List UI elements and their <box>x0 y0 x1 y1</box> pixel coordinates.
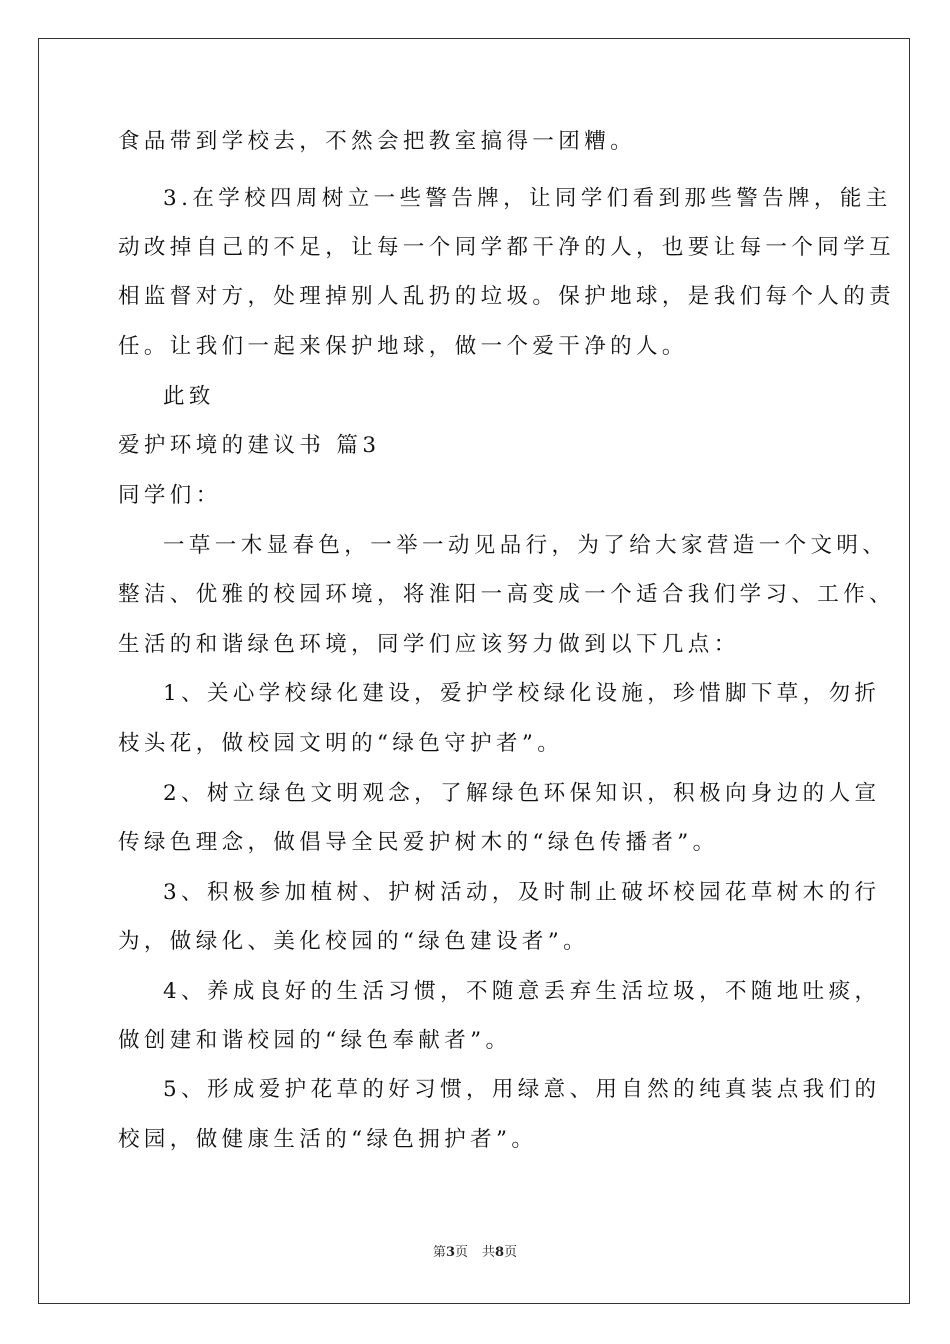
closing-salutation: 此致 <box>163 384 215 409</box>
list-item-line: 3、积极参加植树、护树活动，及时制止破坏校园花草树木的行 <box>163 880 881 905</box>
current-page-number: 3 <box>445 1245 455 1260</box>
page-suffix: 页 <box>454 1245 468 1260</box>
total-page-count: 8 <box>495 1245 505 1260</box>
section-heading: 爱护环境的建议书 篇3 <box>118 433 381 458</box>
paragraph-line: 相监督对方，处理掉别人乱扔的垃圾。保护地球，是我们每个人的责 <box>118 284 896 309</box>
list-item-line: 枝头花，做校园文明的“绿色守护者”。 <box>118 731 564 756</box>
list-item-line: 5、形成爱护花草的好习惯，用绿意、用自然的纯真装点我们的 <box>163 1077 881 1102</box>
page-border <box>38 38 910 1304</box>
page-footer <box>0 1244 950 1262</box>
paragraph-line: 生活的和谐绿色环境，同学们应该努力做到以下几点： <box>118 632 740 657</box>
list-item-line: 校园，做健康生活的“绿色拥护者”。 <box>118 1127 538 1152</box>
total-suffix: 页 <box>504 1245 518 1260</box>
list-item-line: 做创建和谐校园的“绿色奉献者”。 <box>118 1028 512 1053</box>
paragraph-line: 一草一木显春色，一举一动见品行，为了给大家营造一个文明、 <box>163 533 889 558</box>
list-item-line: 为，做绿化、美化校园的“绿色建设者”。 <box>118 929 590 954</box>
greeting: 同学们： <box>118 483 222 508</box>
list-item-line: 2、树立绿色文明观念，了解绿色环保知识，积极向身边的人宣 <box>163 781 881 806</box>
paragraph-line: 任。让我们一起来保护地球，做一个爱干净的人。 <box>118 334 688 359</box>
paragraph-line: 食品带到学校去，不然会把教室搞得一团糟。 <box>118 129 637 154</box>
list-item-line: 4、养成良好的生活习惯，不随意丢弃生活垃圾，不随地吐痰， <box>163 979 881 1004</box>
paragraph-line: 3.在学校四周树立一些警告牌，让同学们看到那些警告牌，能主 <box>163 186 892 211</box>
total-prefix: 共 <box>482 1245 496 1260</box>
paragraph-line: 整洁、优雅的校园环境，将淮阳一高变成一个适合我们学习、工作、 <box>118 582 896 607</box>
list-item-line: 传绿色理念，做倡导全民爱护树木的“绿色传播者”。 <box>118 830 719 855</box>
list-item-line: 1、关心学校绿化建设，爱护学校绿化设施，珍惜脚下草，勿折 <box>163 681 881 706</box>
paragraph-line: 动改掉自己的不足，让每一个同学都干净的人，也要让每一个同学互 <box>118 235 896 260</box>
page-prefix: 第 <box>432 1245 446 1260</box>
